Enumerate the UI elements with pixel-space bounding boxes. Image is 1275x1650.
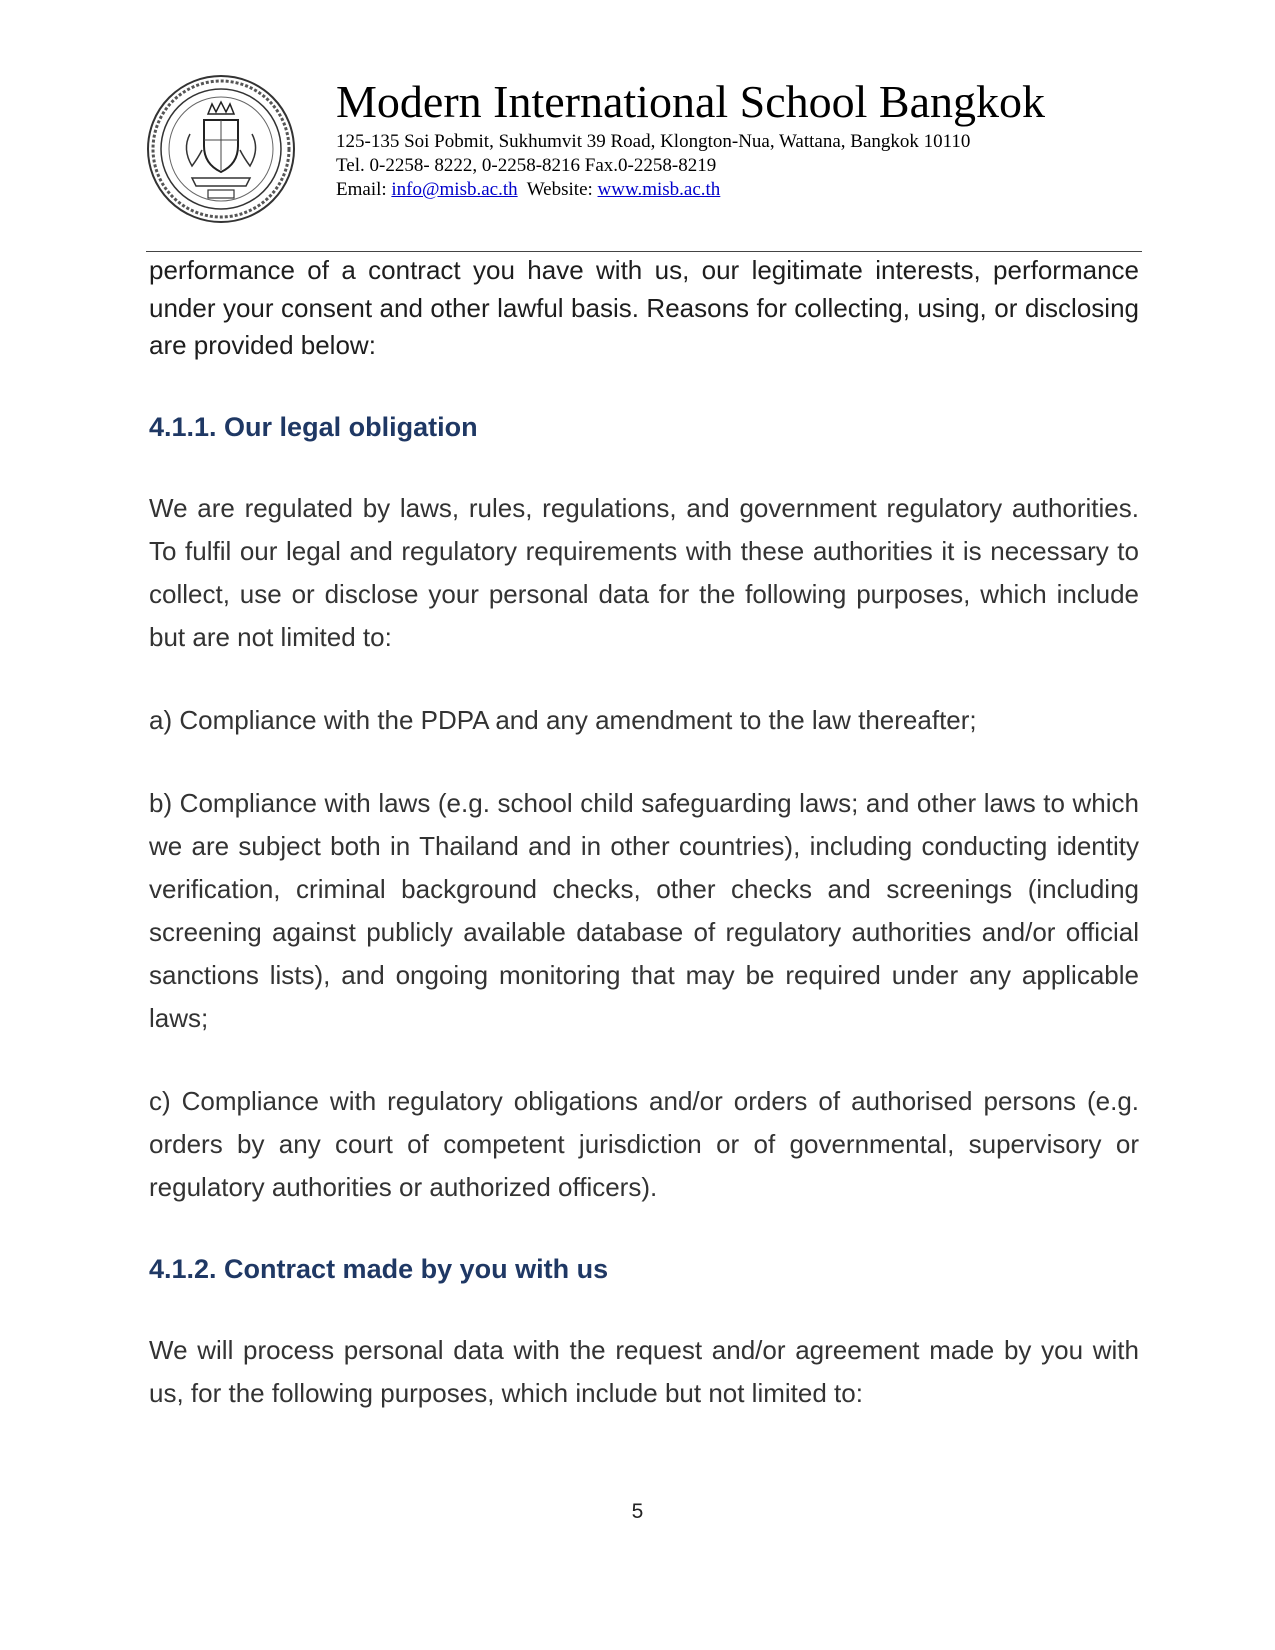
list-item-a: a) Compliance with the PDPA and any amendment to the law thereafter; (149, 704, 977, 735)
list-item-b: b) Compliance with laws (e.g. school child safeguarding laws; and other laws to which we are subject both in Thailand and in other countries), including conducting identity verification, criminal background checks, other checks and screenings (including screening against publicly available database of regulatory authorities and/or official sanctions lists), and ongoing monitoring that may be required under any applicable laws; (149, 787, 1139, 1033)
letterhead (336, 74, 1136, 202)
intro-paragraph: performance of a contract you have with us, our legitimate interests, performance under your consent and other lawful basis. Reasons for collecting, using, or disclosing are provided below: (149, 255, 1139, 360)
school-address: 125-135 Soi Pobmit, Sukhumvit 39 Road, Klongton-Nua, Wattana, Bangkok 10110 (336, 131, 971, 152)
section-4-1-1-paragraph: We are regulated by laws, rules, regulations, and government regulatory authorities. To fulfil our legal and regulatory requirements with these authorities it is necessary to collect, use or disclose your personal data for the following purposes, which include but are not limited to: (149, 492, 1139, 652)
section-heading-4-1-1: 4.1.1. Our legal obligation (149, 411, 478, 442)
email-label: Email: (336, 179, 392, 200)
section-heading-4-1-2: 4.1.2. Contract made by you with us (149, 1253, 609, 1284)
school-crest-icon (146, 74, 296, 224)
email-link[interactable]: info@misb.ac.th (391, 179, 518, 200)
contact-line (336, 178, 1136, 202)
page-number: 5 (631, 1500, 644, 1523)
website-link[interactable]: www.misb.ac.th (597, 179, 721, 200)
document-body (149, 252, 1139, 1415)
section-4-1-2-paragraph: We will process personal data with the request and/or agreement made by you with us, for the following purposes, which include but not limited to: (149, 1334, 1139, 1408)
school-name: Modern International School Bangkok (336, 76, 1046, 127)
website-label: Website: (517, 179, 598, 200)
school-phone-fax: Tel. 0-2258- 8222, 0-2258-8216 Fax.0-2258-8219 (336, 155, 717, 176)
list-item-c: c) Compliance with regulatory obligations and/or orders of authorised persons (e.g. orders by any court of competent jurisdiction or of governmental, supervisory or regulatory authorities or authorized officers). (149, 1085, 1139, 1202)
